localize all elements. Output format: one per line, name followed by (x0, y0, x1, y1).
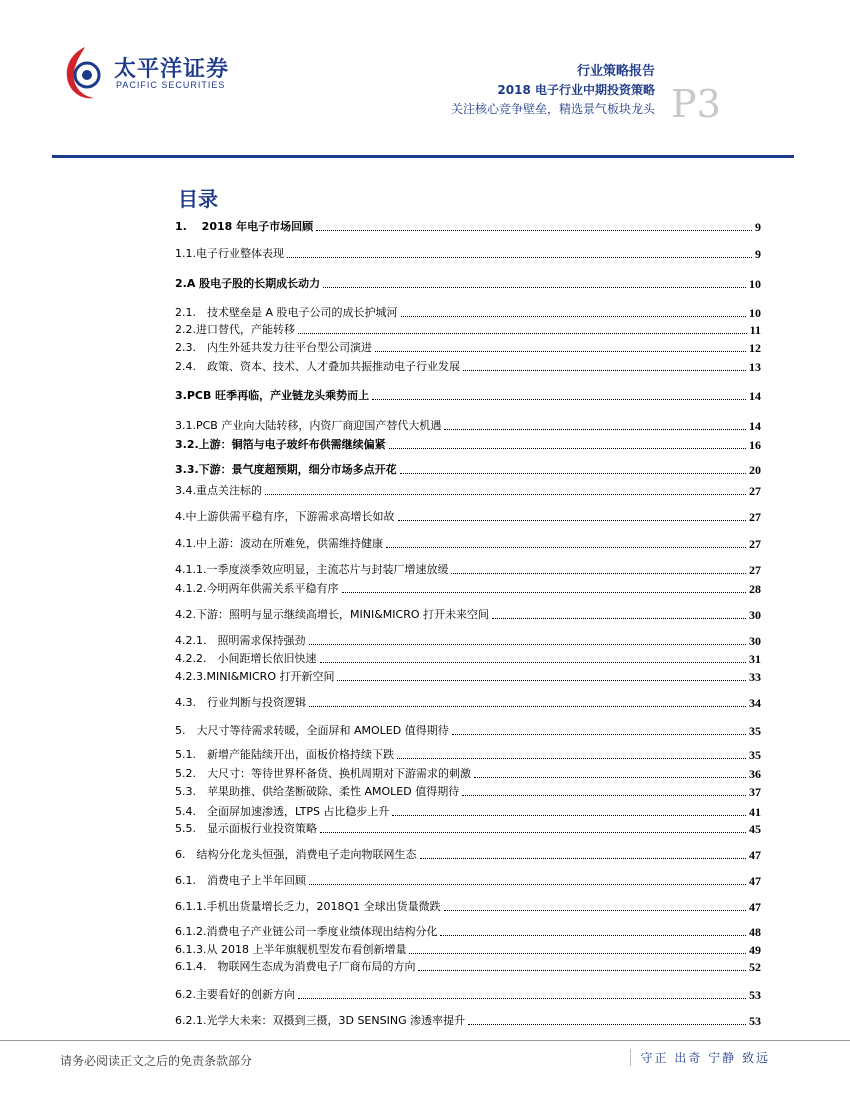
toc-entry[interactable] (175, 872, 761, 888)
toc-entry[interactable] (175, 339, 761, 355)
toc-dot-leader (409, 953, 746, 954)
toc-entry[interactable] (175, 321, 761, 337)
toc-entry[interactable] (175, 1012, 761, 1028)
toc-entry[interactable] (175, 275, 761, 291)
toc-dot-leader (298, 998, 746, 999)
toc-entry-title: 5.1. 新增产能陆续开出，面板价格持续下跌 (175, 748, 394, 761)
toc-entry[interactable] (175, 535, 761, 551)
toc-entry-title: 4.2.下游：照明与显示继续高增长，MINI&MICRO 打开未来空间 (175, 608, 489, 621)
toc-dot-leader (287, 257, 752, 258)
toc-entry-page: 10 (749, 277, 761, 291)
toc-entry[interactable] (175, 358, 761, 374)
toc-entry-title: 6.1. 消费电子上半年回顾 (175, 874, 306, 887)
toc-entry-page: 41 (749, 805, 761, 819)
toc-dot-leader (389, 448, 746, 449)
toc-entry-title: 4.1.2.今明两年供需关系平稳有序 (175, 582, 339, 595)
report-type: 行业策略报告 (576, 64, 655, 79)
footer-disclaimer: 请务必阅读正文之后的免责条款部分 (60, 1054, 253, 1068)
toc-entry[interactable] (175, 482, 761, 498)
toc-dot-leader (397, 758, 746, 759)
toc-entry[interactable] (175, 632, 761, 648)
toc-entry-title: 5. 大尺寸等待需求转暖，全面屏和 AMOLED 值得期待 (175, 724, 449, 737)
toc-entry-title: 4.1.中上游：波动在所难免，供需维持健康 (175, 537, 383, 550)
toc-entry[interactable] (175, 958, 761, 974)
toc-entry-page: 47 (749, 848, 761, 862)
toc-entry-page: 33 (749, 670, 761, 684)
toc-entry[interactable] (175, 820, 761, 836)
footer-divider (0, 1040, 850, 1041)
toc-entry-page: 52 (749, 960, 761, 974)
footer-motto: 守正 出奇 宁静 致远 (630, 1049, 770, 1066)
toc-entry-page: 47 (749, 874, 761, 888)
pacific-securities-emblem-icon (60, 44, 110, 102)
toc-entry-title: 5.4. 全面屏加速渗透，LTPS 占比稳步上升 (175, 805, 390, 818)
toc-entry-title: 4.2.3.MINI&MICRO 打开新空间 (175, 670, 335, 683)
toc-entry-page: 36 (749, 767, 761, 781)
toc-entry-title: 6.2.主要看好的创新方向 (175, 988, 295, 1001)
toc-entry-title: 4.中上游供需平稳有序，下游需求高增长如故 (175, 510, 395, 523)
toc-entry[interactable] (175, 580, 761, 596)
toc-entry-page: 14 (749, 389, 761, 403)
toc-entry-title: 6.1.4. 物联网生态成为消费电子厂商布局的方向 (175, 960, 416, 973)
toc-entry-page: 37 (749, 785, 761, 799)
toc-entry-page: 30 (749, 634, 761, 648)
toc-entry[interactable] (175, 461, 761, 477)
toc-entry-title: 5.5. 显示面板行业投资策略 (175, 822, 317, 835)
toc-entry-title: 2.4. 政策、资本、技术、人才叠加共振推动电子行业发展 (175, 360, 460, 373)
toc-entry-title: 1.1.电子行业整体表现 (175, 247, 284, 260)
toc-entry-title: 5.3. 苹果助推、供给垄断破除、柔性 AMOLED 值得期待 (175, 785, 460, 798)
toc-entry-title: 6.1.2.消费电子产业链公司一季度业绩体现出结构分化 (175, 925, 438, 938)
toc-entry-page: 35 (749, 724, 761, 738)
toc-entry[interactable] (175, 668, 761, 684)
toc-dot-leader (452, 734, 746, 735)
page-number: P3 (671, 82, 721, 126)
toc-dot-leader (401, 316, 746, 317)
toc-dot-leader (320, 832, 746, 833)
toc-dot-leader (337, 680, 746, 681)
toc-entry[interactable] (175, 304, 761, 320)
toc-dot-leader (265, 494, 746, 495)
toc-dot-leader (342, 592, 747, 593)
toc-entry-page: 12 (749, 341, 761, 355)
toc-entry-page: 14 (749, 419, 761, 433)
toc-entry-title: 5.2. 大尺寸：等待世界杯备货、换机周期对下游需求的刺激 (175, 767, 471, 780)
toc-entry-title: 3.2.上游：铜箔与电子玻纤布供需继续偏紧 (175, 438, 386, 451)
toc-entry-page: 27 (749, 537, 761, 551)
toc-entry-title: 2.3. 内生外延共发力往平台型公司演进 (175, 341, 372, 354)
toc-dot-leader (451, 573, 746, 574)
toc-entry-page: 49 (749, 943, 761, 957)
toc-entry[interactable] (175, 846, 761, 862)
toc-dot-leader (418, 970, 746, 971)
toc-entry-page: 9 (755, 220, 761, 234)
toc-entry-title: 2.A 股电子股的长期成长动力 (175, 277, 321, 290)
toc-entry[interactable] (175, 508, 761, 524)
toc-entry-page: 35 (749, 748, 761, 762)
toc-entry-page: 27 (749, 484, 761, 498)
toc-dot-leader (309, 706, 746, 707)
toc-dot-leader (392, 815, 746, 816)
toc-entry-page: 27 (749, 510, 761, 524)
toc-entry-title: 3.PCB 旺季再临，产业链龙头乘势而上 (175, 389, 370, 402)
toc-entry-title: 6.2.1.光学大未来：双摄到三摄，3D SENSING 渗透率提升 (175, 1014, 466, 1027)
toc-entry-page: 11 (749, 323, 761, 337)
toc-entry[interactable] (175, 387, 761, 403)
toc-dot-leader (375, 351, 746, 352)
toc-dot-leader (400, 473, 746, 474)
toc-entry[interactable] (175, 417, 761, 433)
toc-title: 目录 (178, 187, 218, 211)
toc-entry-title: 4.2.2. 小间距增长依旧快速 (175, 652, 317, 665)
toc-dot-leader (372, 399, 746, 400)
toc-entry-page: 34 (749, 696, 761, 710)
toc-entry[interactable] (175, 765, 761, 781)
toc-dot-leader (468, 1024, 746, 1025)
toc-entry-title: 3.3.下游：景气度超预期，细分市场多点开花 (175, 463, 397, 476)
toc-entry-page: 53 (749, 1014, 761, 1028)
report-title: 2018 电子行业中期投资策略 (497, 83, 655, 97)
toc-entry[interactable] (175, 722, 761, 738)
toc-entry[interactable] (175, 803, 761, 819)
toc-dot-leader (444, 429, 746, 430)
toc-dot-leader (398, 520, 747, 521)
toc-entry-page: 45 (749, 822, 761, 836)
toc-entry-page: 53 (749, 988, 761, 1002)
toc-entry[interactable] (175, 941, 761, 957)
toc-entry-page: 16 (749, 438, 761, 452)
toc-entry[interactable] (175, 923, 761, 939)
toc-dot-leader (320, 662, 747, 663)
toc-dot-leader (492, 618, 746, 619)
logo-chinese-name: 太平洋证券 (114, 57, 230, 82)
toc-entry[interactable] (175, 436, 761, 452)
toc-entry-title: 3.1.PCB 产业向大陆转移，内资厂商迎国产替代大机遇 (175, 419, 442, 432)
toc-dot-leader (309, 644, 747, 645)
toc-entry[interactable] (175, 986, 761, 1002)
toc-entry-page: 10 (749, 306, 761, 320)
toc-entry[interactable] (175, 561, 761, 577)
toc-dot-leader (444, 910, 746, 911)
toc-entry-title: 2.2.进口替代，产能转移 (175, 323, 295, 336)
toc-entry-page: 31 (749, 652, 761, 666)
toc-dot-leader (323, 287, 746, 288)
toc-entry-title: 4.3. 行业判断与投资逻辑 (175, 696, 306, 709)
toc-dot-leader (309, 884, 746, 885)
toc-dot-leader (420, 858, 747, 859)
toc-entry[interactable] (175, 606, 761, 622)
logo-english-name: PACIFIC SECURITIES (116, 80, 226, 90)
toc-entry-page: 9 (755, 247, 761, 261)
toc-dot-leader (474, 777, 746, 778)
toc-entry-page: 27 (749, 563, 761, 577)
toc-dot-leader (463, 370, 746, 371)
toc-entry[interactable] (175, 783, 761, 799)
toc-dot-leader (298, 333, 747, 334)
report-subtitle: 关注核心竞争壁垒，精选景气板块龙头 (450, 102, 655, 116)
header-divider (52, 155, 794, 158)
toc-dot-leader (440, 935, 746, 936)
toc-entry-page: 28 (749, 582, 761, 596)
toc-entry[interactable] (175, 245, 761, 261)
toc-dot-leader (386, 547, 746, 548)
toc-entry-title: 2.1. 技术壁垒是 A 股电子公司的成长护城河 (175, 306, 398, 319)
toc-entry-page: 30 (749, 608, 761, 622)
toc-entry[interactable] (175, 218, 761, 234)
toc-entry-page: 48 (749, 925, 761, 939)
toc-entry-title: 3.4.重点关注标的 (175, 484, 262, 497)
toc-entry[interactable] (175, 650, 761, 666)
toc-dot-leader (462, 795, 746, 796)
toc-entry-title: 4.1.1.一季度淡季效应明显，主流芯片与封装厂增速放缓 (175, 563, 449, 576)
company-logo (60, 44, 260, 104)
toc-entry-title: 1. 2018 年电子市场回顾 (175, 220, 314, 233)
toc-entry-title: 6.1.1.手机出货量增长乏力，2018Q1 全球出货量微跌 (175, 900, 441, 913)
toc-entry[interactable] (175, 694, 761, 710)
toc-entry-page: 20 (749, 463, 761, 477)
toc-entry-title: 6.1.3.从 2018 上半年旗舰机型发布看创新增量 (175, 943, 407, 956)
toc-dot-leader (316, 230, 752, 231)
toc-entry[interactable] (175, 746, 761, 762)
toc-entry[interactable] (175, 898, 761, 914)
toc-entry-page: 13 (749, 360, 761, 374)
toc-entry-title: 4.2.1. 照明需求保持强劲 (175, 634, 306, 647)
toc-entry-title: 6. 结构分化龙头恒强，消费电子走向物联网生态 (175, 848, 417, 861)
toc-entry-page: 47 (749, 900, 761, 914)
